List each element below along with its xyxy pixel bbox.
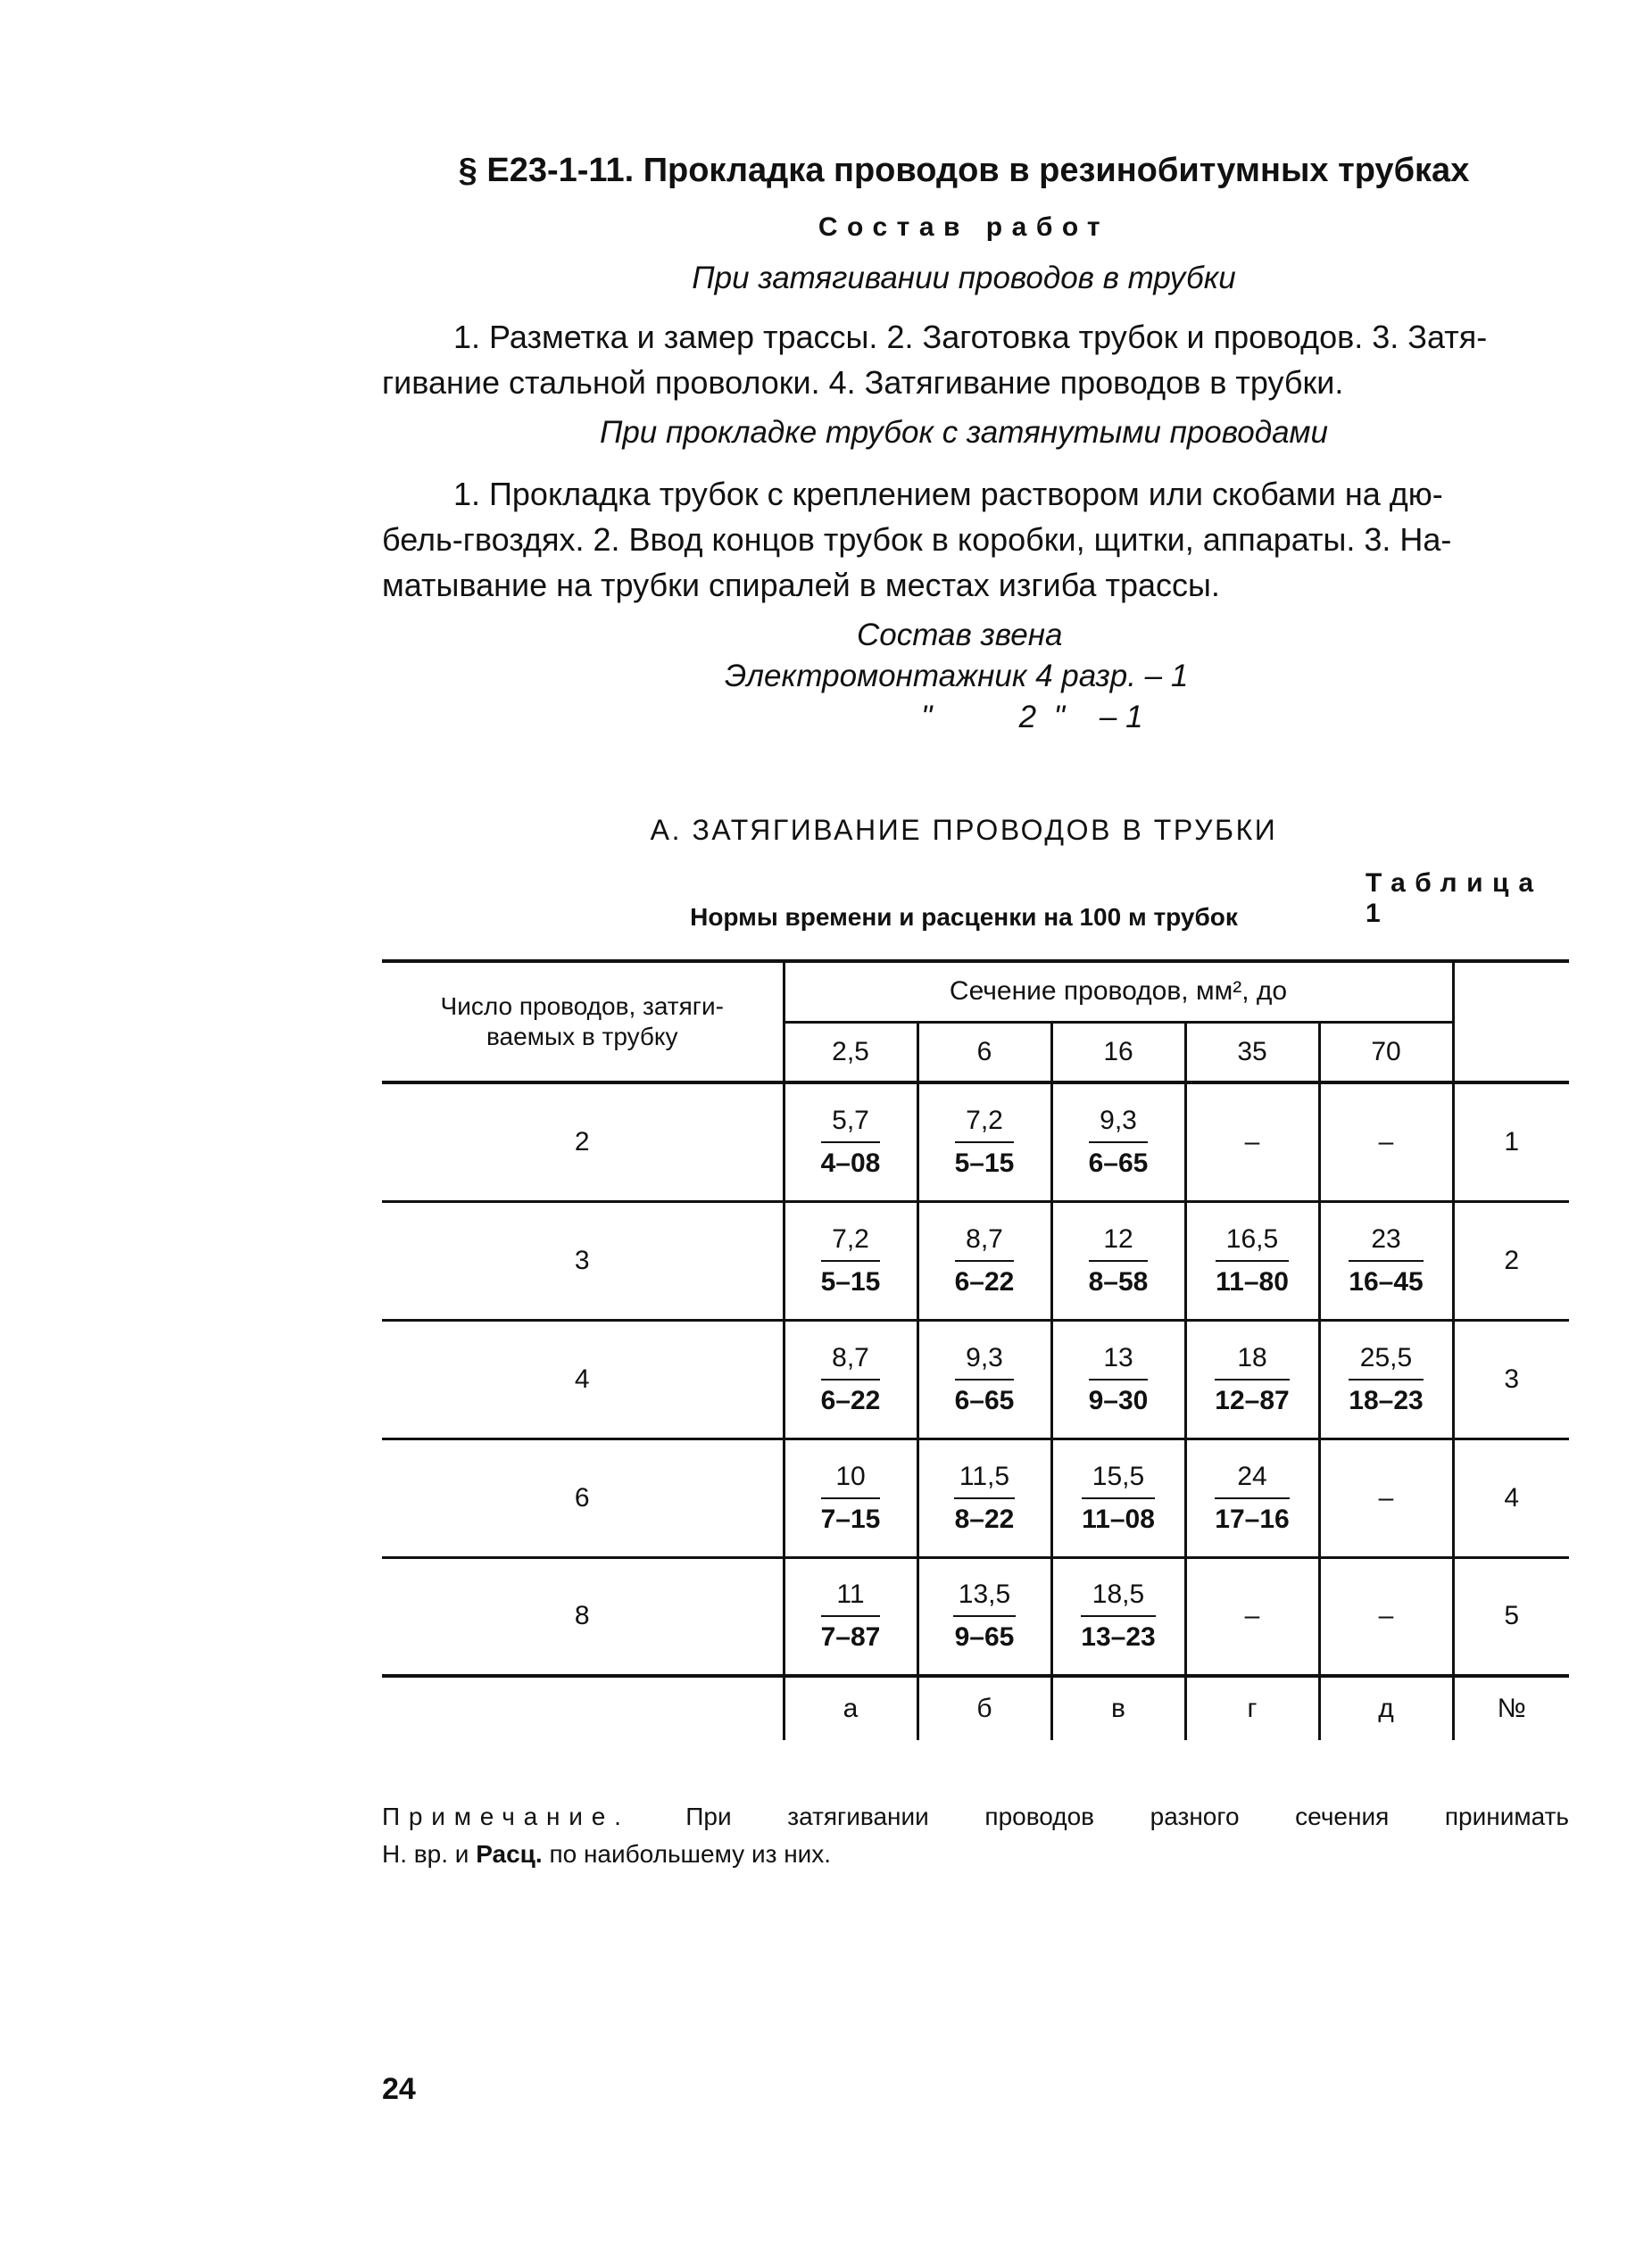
case1-line-2: гивание стальной проволоки. 4. Затягивание проводов в трубки. (382, 364, 1344, 401)
case2-line-2: бель-гвоздях. 2. Ввод концов трубок в коробки, щитки, аппараты. 3. На- (382, 521, 1452, 558)
time-norm: 23 (1349, 1224, 1423, 1262)
norm-fraction (821, 1106, 881, 1179)
case1-line-1: 1. Разметка и замер трассы. 2. Заготовка трубок и проводов. 3. Затя- (453, 319, 1488, 355)
footer-letter-b: б (917, 1676, 1051, 1740)
crew-line-1: Электромонтажник 4 разр. – 1 (725, 659, 1189, 693)
section-title: § Е23-1-11. Прокладка проводов в резинобитумных трубках (458, 152, 1470, 189)
table-row (382, 1320, 1569, 1439)
time-norm: 13 (1089, 1343, 1149, 1381)
norm-cell (1185, 1082, 1319, 1201)
case1-title: При затягивании проводов в трубки (692, 261, 1236, 295)
time-norm: 9,3 (1089, 1106, 1149, 1143)
col-header-1: 2,5 (784, 1022, 917, 1082)
page-number: 24 (382, 2072, 416, 2106)
table-caption: Нормы времени и расценки на 100 м трубок (690, 903, 1238, 931)
time-norm: 12 (1089, 1224, 1149, 1262)
rate-value: 9–30 (1088, 1385, 1149, 1415)
rate-value: 6–65 (1088, 1148, 1149, 1178)
norm-cell (1185, 1439, 1319, 1557)
table-header-row (382, 961, 1569, 1022)
norm-fraction (1216, 1224, 1289, 1298)
norm-fraction (821, 1343, 881, 1416)
norm-fraction (1215, 1343, 1289, 1416)
table-row (382, 1557, 1569, 1676)
footer-letter-g: г (1185, 1676, 1319, 1740)
note-text-2a: Н. вр. и (382, 1840, 477, 1868)
crew-line-2: " 2 " – 1 (921, 700, 1143, 734)
norm-cell (1319, 1201, 1453, 1320)
norm-cell (784, 1439, 917, 1557)
time-norm: 10 (821, 1462, 881, 1499)
row-number-cell: 5 (1453, 1557, 1569, 1676)
time-norm: 24 (1215, 1462, 1289, 1499)
norm-fraction (953, 1580, 1016, 1653)
note-label: Примечание. (382, 1803, 630, 1830)
norm-fraction (1082, 1462, 1155, 1535)
note-text-2b: Расц. (476, 1840, 543, 1868)
norm-cell (1051, 1439, 1185, 1557)
rate-value: 11–80 (1216, 1266, 1289, 1297)
norm-fraction (1215, 1462, 1289, 1535)
time-norm: 15,5 (1082, 1462, 1155, 1499)
table-body (382, 1082, 1569, 1676)
row-header-cell (382, 961, 784, 1082)
group-header-cell (784, 961, 1453, 1022)
norm-fraction (1081, 1580, 1155, 1653)
norm-fraction (955, 1106, 1015, 1179)
footer-letter-d: д (1319, 1676, 1453, 1740)
norm-cell (917, 1201, 1051, 1320)
time-norm: 8,7 (821, 1343, 881, 1381)
empty-dash: – (1378, 1126, 1394, 1157)
norm-fraction (821, 1580, 881, 1653)
rate-value: 8–58 (1088, 1266, 1149, 1297)
time-norm: 5,7 (821, 1106, 881, 1143)
note-text-2c: по наибольшему из них. (542, 1840, 832, 1868)
col-header-5: 70 (1319, 1022, 1453, 1082)
time-norm: 7,2 (955, 1106, 1015, 1143)
footer-no: № (1453, 1676, 1569, 1740)
norm-cell (784, 1201, 917, 1320)
rate-value: 8–22 (954, 1504, 1015, 1534)
rate-value: 11–08 (1082, 1504, 1155, 1534)
wire-count-cell: 2 (574, 1126, 590, 1157)
rate-value: 16–45 (1349, 1266, 1424, 1297)
empty-dash: – (1378, 1482, 1394, 1513)
case2-title: При прокладке трубок с затянутыми проводами (599, 415, 1329, 450)
row-number-cell: 2 (1453, 1201, 1569, 1320)
rate-value: 13–23 (1081, 1622, 1156, 1653)
table-section-heading: А. ЗАТЯГИВАНИЕ ПРОВОДОВ В ТРУБКИ (650, 814, 1278, 846)
footer-letter-a: а (784, 1676, 917, 1740)
case2-line-3: матывание на трубки спиралей в местах изгиба трассы. (382, 567, 1220, 603)
no-header-cell (1453, 961, 1569, 1082)
empty-dash: – (1378, 1601, 1394, 1631)
norm-cell (1051, 1320, 1185, 1439)
time-norm: 8,7 (955, 1224, 1015, 1262)
time-norm: 25,5 (1349, 1343, 1423, 1381)
norm-fraction (955, 1224, 1015, 1298)
norm-fraction (1349, 1343, 1423, 1416)
section-subtitle: Состав работ (818, 212, 1110, 242)
norm-fraction (1089, 1106, 1149, 1179)
note-line-1 (382, 1798, 1569, 1836)
note-line-2 (382, 1836, 1569, 1873)
norm-cell (917, 1320, 1051, 1439)
col-header-3: 16 (1051, 1022, 1185, 1082)
table-row (382, 1439, 1569, 1557)
norm-fraction (821, 1224, 881, 1298)
row-number-cell: 3 (1453, 1320, 1569, 1439)
rate-value: 9–65 (954, 1622, 1015, 1653)
norm-fraction (821, 1462, 881, 1535)
rate-value: 5–15 (820, 1266, 881, 1297)
norm-cell (1185, 1320, 1319, 1439)
time-norm: 11,5 (954, 1462, 1015, 1499)
time-norm: 18,5 (1081, 1580, 1155, 1617)
row-number-cell: 1 (1453, 1082, 1569, 1201)
footer-letter-v: в (1051, 1676, 1185, 1740)
norm-cell (1051, 1082, 1185, 1201)
rate-value: 12–87 (1215, 1385, 1290, 1415)
rate-value: 6–22 (954, 1266, 1015, 1297)
col-header-2: 6 (917, 1022, 1051, 1082)
norm-cell (917, 1082, 1051, 1201)
note-text-1: При затягивании проводов разного сечения принимать (685, 1803, 1569, 1830)
time-norm: 11 (821, 1580, 881, 1617)
norm-cell (1319, 1320, 1453, 1439)
row-number-cell: 4 (1453, 1439, 1569, 1557)
col-header-4: 35 (1185, 1022, 1319, 1082)
empty-dash: – (1244, 1601, 1260, 1631)
footer-row (382, 1676, 1569, 1740)
rate-value: 6–22 (820, 1385, 881, 1415)
time-norm: 18 (1215, 1343, 1289, 1381)
case1-paragraph (382, 314, 1569, 405)
norm-cell (1185, 1557, 1319, 1676)
wire-count-cell: 8 (574, 1601, 590, 1631)
norm-cell (917, 1439, 1051, 1557)
norm-cell (784, 1557, 917, 1676)
case2-paragraph (382, 471, 1569, 608)
rate-value: 4–08 (820, 1148, 881, 1178)
wire-count-cell: 3 (574, 1245, 590, 1275)
wire-count-cell: 6 (574, 1482, 590, 1513)
crew-title: Состав звена (857, 618, 1063, 652)
rate-value: 6–65 (954, 1385, 1015, 1415)
rate-value: 7–87 (820, 1622, 881, 1653)
rate-value: 5–15 (954, 1148, 1015, 1178)
norm-cell (1319, 1439, 1453, 1557)
group-header-label: Сечение проводов, мм², до (949, 976, 1288, 1007)
footer-empty (382, 1676, 784, 1740)
norm-cell (784, 1320, 917, 1439)
norm-fraction (1089, 1224, 1149, 1298)
norm-cell (1319, 1082, 1453, 1201)
empty-dash: – (1244, 1126, 1260, 1157)
norm-fraction (954, 1462, 1015, 1535)
norm-fraction (1349, 1224, 1423, 1298)
norm-cell (1185, 1201, 1319, 1320)
table-row (382, 1201, 1569, 1320)
row-header-label: Число проводов, затяги-ваемых в трубку (440, 992, 724, 1050)
norm-cell (784, 1082, 917, 1201)
wire-count-cell: 4 (574, 1364, 590, 1394)
time-norm: 9,3 (955, 1343, 1015, 1381)
norm-cell (1051, 1557, 1185, 1676)
table-row (382, 1082, 1569, 1201)
norm-cell (917, 1557, 1051, 1676)
rate-value: 17–16 (1215, 1504, 1290, 1534)
norms-table (382, 959, 1569, 1740)
time-norm: 7,2 (821, 1224, 881, 1262)
case2-line-1: 1. Прокладка трубок с креплением раствором или скобами на дю- (453, 476, 1443, 512)
norm-fraction (955, 1343, 1015, 1416)
rate-value: 7–15 (820, 1504, 881, 1534)
table-label: Таблица 1 (1366, 868, 1543, 928)
time-norm: 16,5 (1216, 1224, 1289, 1262)
norm-fraction (1089, 1343, 1149, 1416)
norm-cell (1319, 1557, 1453, 1676)
norm-cell (1051, 1201, 1185, 1320)
time-norm: 13,5 (953, 1580, 1016, 1617)
rate-value: 18–23 (1349, 1385, 1424, 1415)
